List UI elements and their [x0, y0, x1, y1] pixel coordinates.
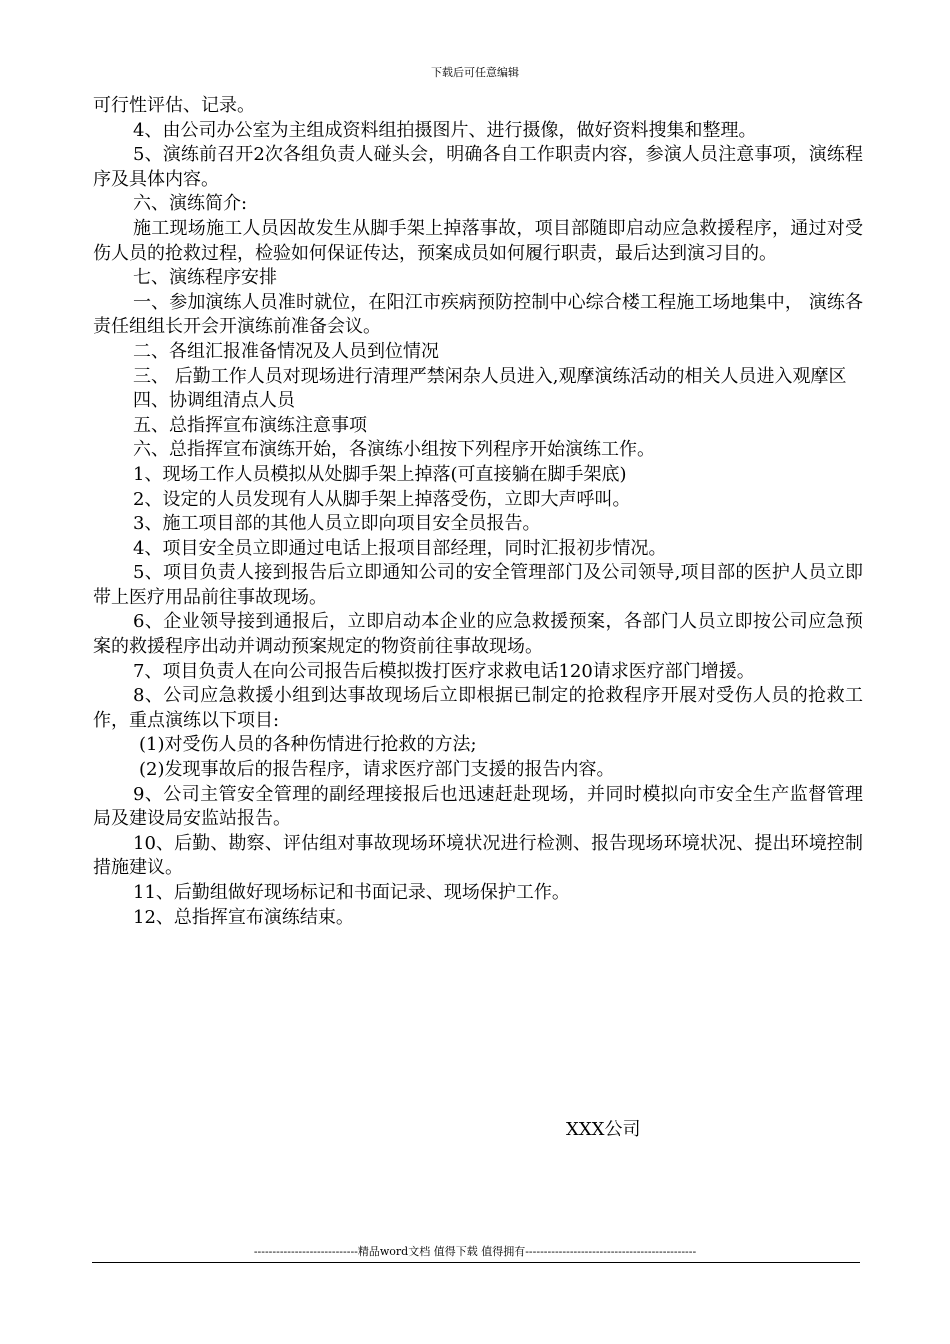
list-item: 4、项目安全员立即通过电话上报项目部经理，同时汇报初步情况。: [133, 537, 667, 559]
list-item: 12、总指挥宣布演练结束。: [133, 906, 354, 928]
list-item: 1、现场工作人员模拟从处脚手架上掉落(可直接躺在脚手架底): [133, 463, 627, 485]
paragraph: 4、由公司办公室为主组成资料组拍摄图片、进行摄像，做好资料搜集和整理。: [133, 119, 757, 141]
list-item: 8、公司应急救援小组到达事故现场后立即根据已制定的抢救程序开展对受伤人员的抢救工作，重点演练以下项目:: [93, 685, 863, 731]
list-item: 9、公司主管安全管理的副经理接报后也迅速赶赴现场，并同时模拟向市安全生产监督管理局及建设局安监站报告。: [93, 783, 863, 830]
list-item: 2、设定的人员发现有人从脚手架上掉落受伤，立即大声呼叫。: [133, 488, 631, 510]
list-item: 11、后勤组做好现场标记和书面记录、现场保护工作。: [133, 882, 570, 903]
document-body: [93, 94, 863, 930]
paragraph: 六、总指挥宣布演练开始，各演练小组按下列程序开始演练工作。: [133, 439, 655, 461]
list-item: 3、施工项目部的其他人员立即向项目安全员报告。: [133, 513, 541, 535]
paragraph: 二、各组汇报准备情况及人员到位情况: [133, 340, 439, 362]
section-heading: 六、演练简介:: [133, 193, 248, 215]
paragraph: 四、协调组清点人员: [133, 390, 295, 412]
list-item: 7、项目负责人在向公司报告后模拟拨打医疗求救电话120请求医疗部门增援。: [133, 660, 755, 682]
paragraph: 三、 后勤工作人员对现场进行清理严禁闲杂人员进入,观摩演练活动的相关人员进入观摩区: [133, 365, 847, 387]
paragraph: 施工现场施工人员因故发生从脚手架上掉落事故，项目部随即启动应急救援程序，通过对受伤人员的抢救过程，检验如何保证传达，预案成员如何履行职责，最后达到演习目的。: [93, 217, 863, 264]
paragraph: 五、总指挥宣布演练注意事项: [133, 414, 367, 436]
footer-divider: [92, 1262, 860, 1263]
paragraph: 一、参加演练人员准时就位，在阳江市疾病预防控制中心综合楼工程施工场地集中， 演练各责任组组长开会开演练前准备会议。: [93, 291, 863, 338]
sub-list-item: (1)对受伤人员的各种伤情进行抢救的方法;: [139, 734, 477, 756]
page-footer: ----------------------------精品word文档 值得下载 值得拥有----------------------------------------------: [253, 1245, 697, 1258]
section-heading: 七、演练程序安排: [133, 267, 277, 289]
paragraph: 5、演练前召开2次各组负责人碰头会，明确各自工作职责内容，参演人员注意事项，演练程序及具体内容。: [93, 144, 863, 190]
list-item: 10、后勤、勘察、评估组对事故现场环境状况进行检测、报告现场环境状况、提出环境控制措施建议。: [93, 832, 863, 879]
list-item: 5、项目负责人接到报告后立即通知公司的安全管理部门及公司领导,项目部的医护人员立即带上医疗用品前往事故现场。: [93, 562, 863, 608]
list-item: 6、企业领导接到通报后，立即启动本企业的应急救援预案，各部门人员立即按公司应急预案的救援程序出动并调动预案规定的物资前往事故现场。: [93, 611, 863, 658]
paragraph: 可行性评估、记录。: [93, 95, 255, 116]
company-signature: XXX公司: [566, 1119, 641, 1140]
page-header: 下载后可任意编辑: [431, 66, 519, 79]
sub-list-item: (2)发现事故后的报告程序，请求医疗部门支援的报告内容。: [139, 759, 615, 781]
